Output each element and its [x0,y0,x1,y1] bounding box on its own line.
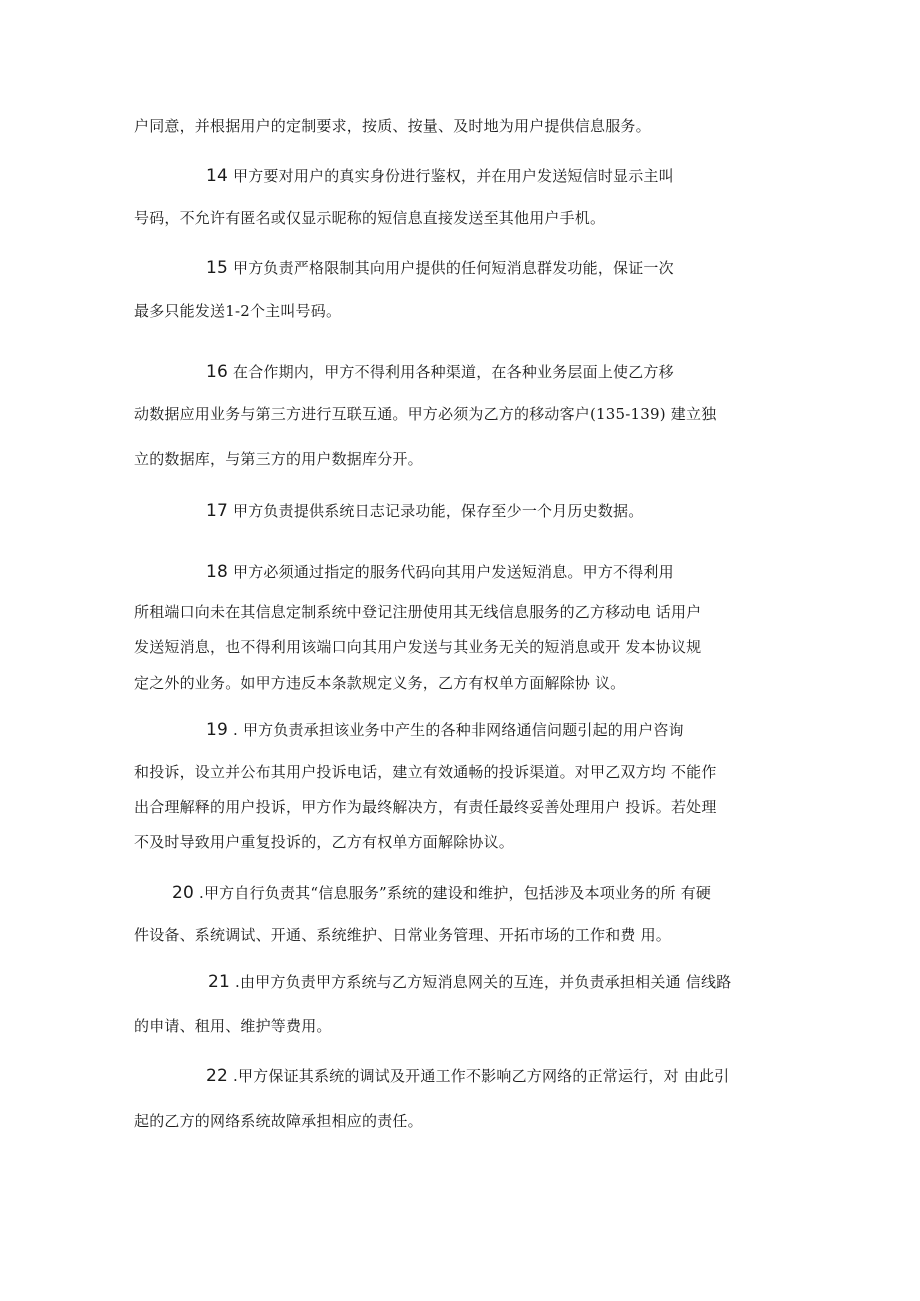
paragraph-18-line-4: 定之外的业务。如甲方违反本条款规定义务，乙方有权单方面解除协 议。 [134,674,626,692]
paragraph-14-line-1 [206,166,674,186]
paragraph-14-number: 14 [206,166,229,186]
paragraph-18-line-1 [206,562,674,582]
paragraph-15-line-1 [206,258,674,278]
paragraph-22-line-1 [206,1066,729,1086]
paragraph-19-text: . 甲方负责承担该业务中产生的各种非网络通信问题引起的用户咨询 [233,721,684,739]
paragraph-22-text: .甲方保证其系统的调试及开通工作不影响乙方网络的正常运行，对 由此引 [233,1067,730,1085]
paragraph-20-line-2: 件设备、系统调试、开通、系统维护、日常业务管理、开拓市场的工作和费 用。 [134,926,671,944]
paragraph-20-number: 20 [172,883,195,903]
paragraph-14-line-2: 号码，不允许有匿名或仅显示昵称的短信息直接发送至其他用户手机。 [134,209,606,227]
paragraph-18-number: 18 [206,562,229,582]
paragraph-16-line-2: 动数据应用业务与第三方进行互联互通。甲方必须为乙方的移动客户(135-139) 建立独 [134,405,717,423]
paragraph-21-text: .由甲方负责甲方系统与乙方短消息网关的互连，并负责承担相关通 信线路 [235,973,732,991]
paragraph-19-line-4: 不及时导致用户重复投诉的，乙方有权单方面解除协议。 [134,833,515,851]
paragraph-16-line-3: 立的数据库，与第三方的用户数据库分开。 [134,450,423,468]
paragraph-15-number: 15 [206,258,229,278]
paragraph-17-number: 17 [206,501,229,521]
paragraph-21-line-2: 的申请、租用、维护等费用。 [134,1017,332,1035]
paragraph-16-number: 16 [206,362,229,382]
paragraph-14-text: 甲方要对用户的真实身份进行鉴权，并在用户发送短信时显示主叫 [233,167,674,185]
paragraph-19-line-2: 和投诉，设立并公布其用户投诉电话，建立有效通畅的投诉渠道。对甲乙双方均 不能作 [134,763,717,781]
paragraph-17-text: 甲方负责提供系统日志记录功能，保存至少一个月历史数据。 [233,502,644,520]
paragraph-16-line-1 [206,362,674,382]
paragraph-13-line-1: 户同意，并根据用户的定制要求，按质、按量、及时地为用户提供信息服务。 [134,117,651,135]
paragraph-22-line-2: 起的乙方的网络系统故障承担相应的责任。 [134,1112,423,1130]
paragraph-17-line-1 [206,501,643,521]
paragraph-22-number: 22 [206,1066,229,1086]
paragraph-21-number: 21 [208,972,231,992]
paragraph-15-text: 甲方负责严格限制其向用户提供的任何短消息群发功能，保证一次 [233,259,674,277]
paragraph-19-line-1 [206,720,684,740]
paragraph-18-line-2: 所租端口向未在其信息定制系统中登记注册使用其无线信息服务的乙方移动电 话用户 [134,603,702,621]
paragraph-18-text: 甲方必须通过指定的服务代码向其用户发送短消息。甲方不得利用 [233,563,674,581]
paragraph-20-text: .甲方自行负责其“信息服务”系统的建设和维护，包括涉及本项业务的所 有硬 [199,884,712,902]
paragraph-19-line-3: 出合理解释的用户投诉，甲方作为最终解决方，有责任最终妥善处理用户 投诉。若处理 [134,798,717,816]
paragraph-15-line-2: 最多只能发送1-2个主叫号码。 [134,302,342,320]
paragraph-20-line-1 [172,883,711,903]
paragraph-21-line-1 [208,972,731,992]
paragraph-16-text: 在合作期内，甲方不得利用各种渠道，在各种业务层面上使乙方移 [233,363,674,381]
paragraph-18-line-3: 发送短消息，也不得利用该端口向其用户发送与其业务无关的短消息或开 发本协议规 [134,638,702,656]
paragraph-19-number: 19 [206,720,229,740]
